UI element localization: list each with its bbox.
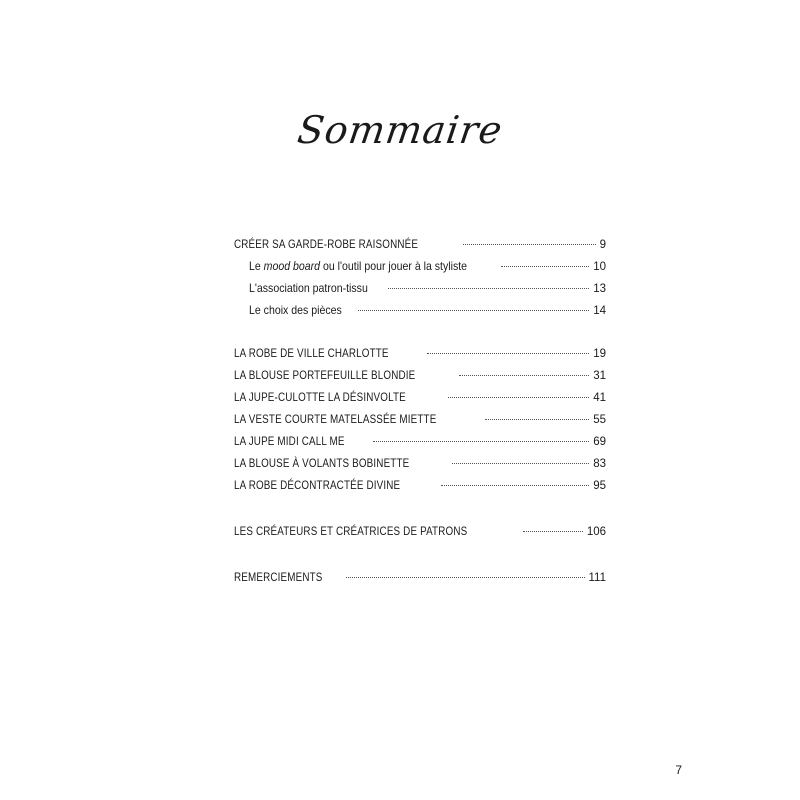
toc-entry-label: L'association patron-tissu <box>249 281 368 295</box>
dot-leader <box>388 288 589 289</box>
table-of-contents <box>234 233 606 588</box>
toc-entry-page: 111 <box>588 572 606 584</box>
toc-subentry-mood-board[interactable] <box>234 255 606 277</box>
dot-leader <box>427 353 590 354</box>
toc-subentry-choix[interactable] <box>234 299 606 321</box>
dot-leader <box>501 266 589 267</box>
toc-entry-label: LA VESTE COURTE MATELASSÉE MIETTE <box>234 412 437 426</box>
toc-entry-pattern[interactable] <box>234 452 606 474</box>
toc-entry-pattern[interactable] <box>234 474 606 496</box>
toc-entry-pattern[interactable] <box>234 408 606 430</box>
toc-entry-creators[interactable] <box>234 520 606 542</box>
toc-entry-label: CRÉER SA GARDE-ROBE RAISONNÉE <box>234 237 419 251</box>
toc-entry-page: 41 <box>593 392 606 404</box>
dot-leader <box>441 485 589 486</box>
page-number: 7 <box>675 763 682 777</box>
dot-leader <box>448 397 590 398</box>
toc-entry-pattern[interactable] <box>234 386 606 408</box>
toc-entry-page: 10 <box>593 261 606 273</box>
toc-entry-thanks[interactable] <box>234 566 606 588</box>
toc-entry-page: 83 <box>593 458 606 470</box>
toc-entry-pattern[interactable] <box>234 364 606 386</box>
page-title: Sommaire <box>294 108 506 152</box>
toc-entry-page: 55 <box>593 414 606 426</box>
toc-entry-page: 95 <box>593 480 606 492</box>
toc-entry-label: LA JUPE-CULOTTE LA DÉSINVOLTE <box>234 390 406 404</box>
label-emphasis: mood board <box>263 259 321 273</box>
toc-entry-pattern[interactable] <box>234 430 606 452</box>
spacer <box>234 496 606 520</box>
toc-entry-label: LA JUPE MIDI CALL ME <box>234 434 345 448</box>
toc-entry-page: 31 <box>593 370 606 382</box>
toc-entry-label: LES CRÉATEURS ET CRÉATRICES DE PATRONS <box>234 524 468 538</box>
toc-entry-section1[interactable] <box>234 233 606 255</box>
dot-leader <box>459 375 589 376</box>
label-prefix: Le <box>249 259 264 273</box>
title-wrap <box>0 108 800 152</box>
toc-entry-page: 14 <box>593 305 606 317</box>
toc-subentry-association[interactable] <box>234 277 606 299</box>
toc-entry-pattern[interactable] <box>234 342 606 364</box>
toc-entry-page: 106 <box>586 526 606 538</box>
dot-leader <box>523 531 583 532</box>
spacer <box>234 321 606 342</box>
spacer <box>234 542 606 566</box>
toc-entry-label: LA BLOUSE PORTEFEUILLE BLONDIE <box>234 368 416 382</box>
toc-entry-label <box>249 255 467 277</box>
toc-entry-label: LA BLOUSE À VOLANTS BOBINETTE <box>234 456 410 470</box>
dot-leader <box>463 244 596 245</box>
toc-entry-page: 69 <box>593 436 606 448</box>
dot-leader <box>358 310 589 311</box>
toc-entry-page: 13 <box>593 283 606 295</box>
toc-entry-label: LA ROBE DE VILLE CHARLOTTE <box>234 346 389 360</box>
toc-entry-label: Le choix des pièces <box>249 303 342 317</box>
label-suffix: ou l'outil pour jouer à la styliste <box>320 259 468 273</box>
toc-entry-page: 9 <box>599 239 606 251</box>
dot-leader <box>452 463 589 464</box>
toc-entry-label: REMERCIEMENTS <box>234 570 323 584</box>
dot-leader <box>485 419 589 420</box>
dot-leader <box>346 577 585 578</box>
toc-entry-page: 19 <box>593 348 606 360</box>
dot-leader <box>373 441 589 442</box>
toc-entry-label: LA ROBE DÉCONTRACTÉE DIVINE <box>234 478 401 492</box>
